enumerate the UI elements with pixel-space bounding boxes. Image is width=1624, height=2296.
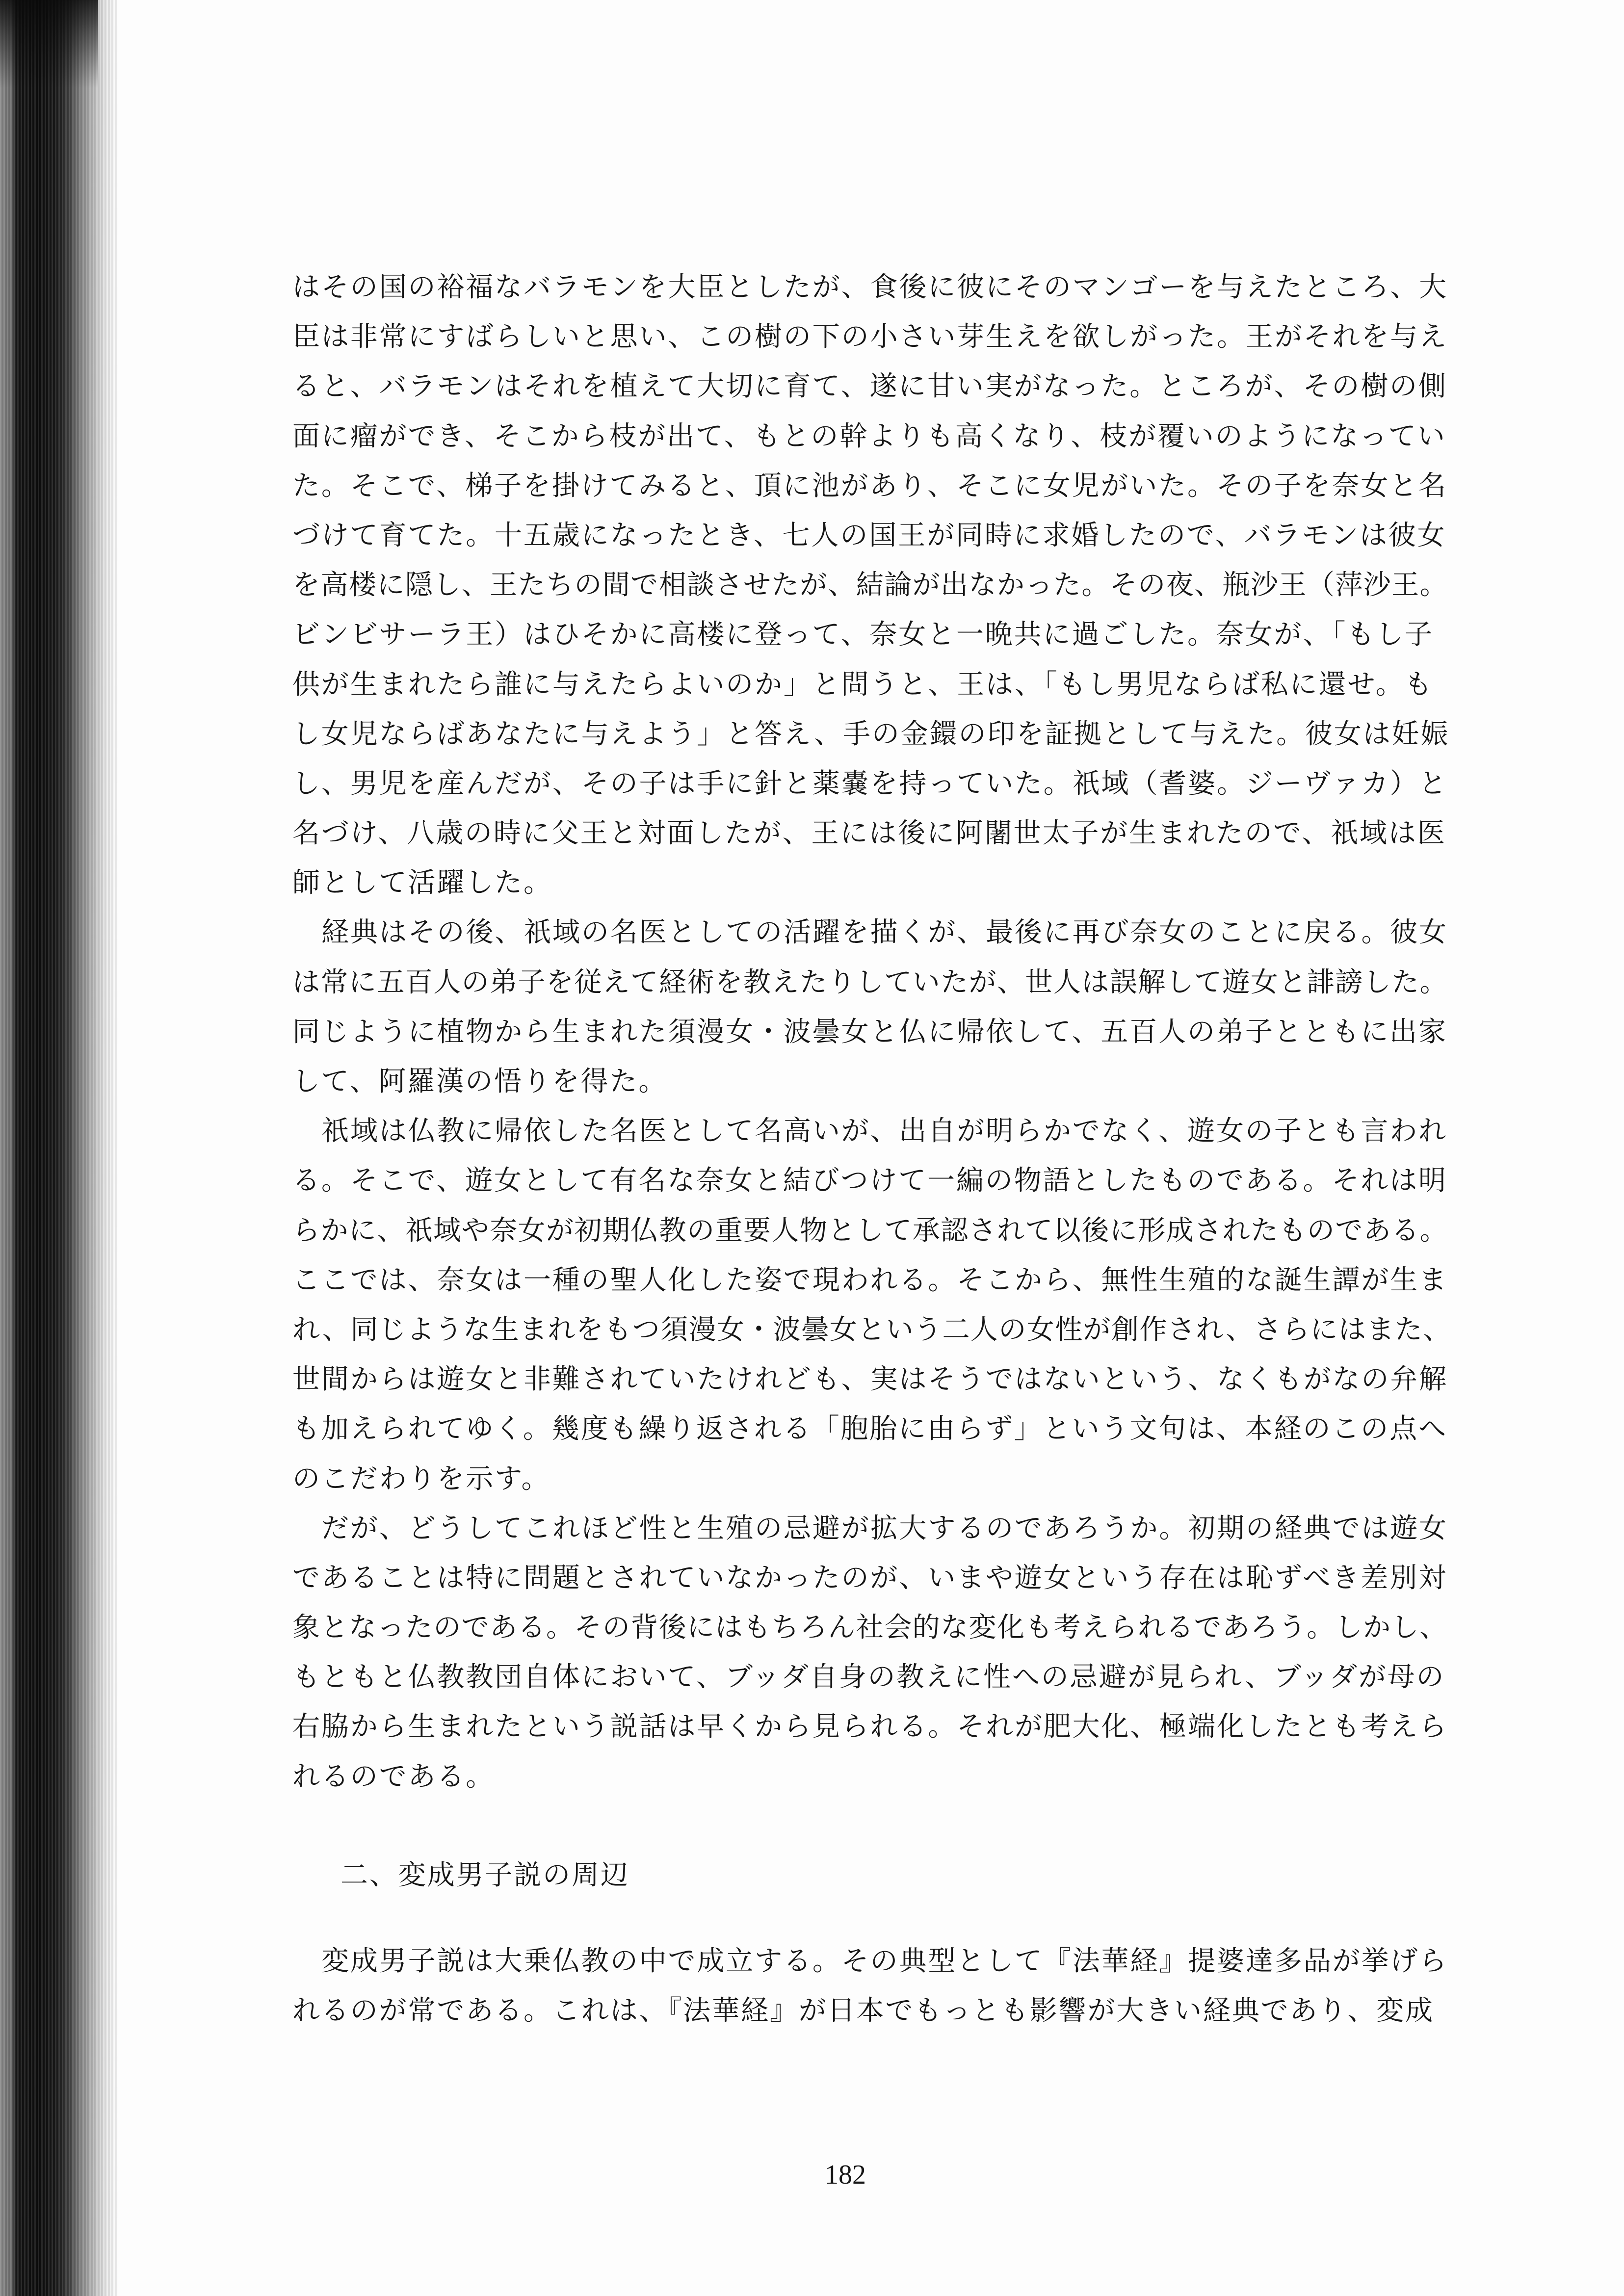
text-line: し、男児を産んだが、その子は手に針と薬嚢を持っていた。祇域（耆婆。ジーヴァカ）と <box>292 768 1448 799</box>
text-line: 同じように植物から生まれた須漫女・波曇女と仏に帰依して、五百人の弟子とともに出家 <box>292 1017 1447 1047</box>
text-line: して、阿羅漢の悟りを得た。 <box>292 1067 668 1097</box>
text-line: 象となったのである。その背後にはもちろん社会的な変化も考えられるであろう。しかし、 <box>292 1613 1448 1644</box>
text-line: はその国の裕福なバラモンを大臣としたが、食後に彼にそのマンゴーを与えたところ、大 <box>292 272 1448 303</box>
text-line: であることは特に問題とされていなかったのが、いまや遊女という存在は恥ずべき差別対 <box>292 1563 1447 1593</box>
text-line: を高楼に隠し、王たちの間で相談させたが、結論が出なかった。その夜、瓶沙王（萍沙王。 <box>292 570 1448 601</box>
text-line: 面に瘤ができ、そこから枝が出て、もとの幹よりも高くなり、枝が覆いのようになってい <box>292 421 1446 452</box>
body-text <box>292 263 1460 1802</box>
text-line: ビンビサーラ王）はひそかに高楼に登って、奈女と一晩共に過ごした。奈女が、「もし子 <box>292 620 1434 651</box>
paragraph <box>292 1107 1460 1504</box>
text-line: らかに、祇域や奈女が初期仏教の重要人物として承認されて以後に形成されたものである。 <box>292 1215 1448 1246</box>
text-line: る。そこで、遊女として有名な奈女と結びつけて一編の物語としたものである。それは明 <box>292 1166 1447 1197</box>
text-line: 経典はその後、祇域の名医としての活躍を描くが、最後に再び奈女のことに戻る。彼女 <box>321 917 1448 948</box>
section-heading: 二、変成男子説の周辺 <box>341 1860 629 1891</box>
text-line: ると、バラモンはそれを植えて大切に育て、遂に甘い実がなった。ところが、その樹の側 <box>292 371 1447 402</box>
text-line: 変成男子説は大乗仏教の中で成立する。その典型として『法華経』提婆達多品が挙げら <box>321 1946 1448 1977</box>
text-line: 名づけ、八歳の時に父王と対面したが、王には後に阿闍世太子が生まれたので、祇域は医 <box>292 818 1446 849</box>
text-line: だが、どうしてこれほど性と生殖の忌避が拡大するのであろうか。初期の経典では遊女 <box>321 1513 1448 1544</box>
paragraph <box>292 263 1460 908</box>
paragraph <box>292 1504 1460 1802</box>
text-line: 世間からは遊女と非難されていたけれども、実はそうではないという、なくもがなの弁解 <box>292 1364 1448 1395</box>
text-line: のこだわりを示す。 <box>292 1463 550 1494</box>
text-line: れるのである。 <box>292 1761 495 1792</box>
text-line: し女児ならばあなたに与えよう」と答え、手の金鐶の印を証拠として与えた。彼女は妊娠 <box>292 719 1450 750</box>
text-line: 右脇から生まれたという説話は早くから見られる。それが肥大化、極端化したとも考えら <box>292 1712 1448 1743</box>
paragraph <box>292 908 1460 1107</box>
text-line: づけて育てた。十五歳になったとき、七人の国王が同時に求婚したので、バラモンは彼女 <box>292 520 1446 551</box>
text-line: も加えられてゆく。幾度も繰り返される「胞胎に由らず」という文句は、本経のこの点へ <box>292 1414 1447 1445</box>
page-number: 182 <box>825 2160 866 2190</box>
scan-edge-shadow <box>0 0 118 2296</box>
text-line: は常に五百人の弟子を従えて経術を教えたりしていたが、世人は誤解して遊女と誹謗した。 <box>292 967 1448 998</box>
text-line: 供が生まれたら誰に与えたらよいのか」と問うと、王は、「もし男児ならば私に還せ。も <box>292 669 1434 700</box>
text-line: 師として活躍した。 <box>292 868 552 899</box>
text-line: ここでは、奈女は一種の聖人化した姿で現われる。そこから、無性生殖的な誕生譚が生ま <box>292 1265 1448 1296</box>
text-line: 祇域は仏教に帰依した名医として名高いが、出自が明らかでなく、遊女の子とも言われ <box>321 1116 1448 1147</box>
paragraph <box>292 1937 1460 2036</box>
text-line: もともと仏教教団自体において、ブッダ自身の教えに性への忌避が見られ、ブッダが母の <box>292 1662 1445 1693</box>
text-line: れ、同じような生まれをもつ須漫女・波曇女という二人の女性が創作され、さらにはまた、 <box>292 1314 1451 1345</box>
scan-edge-shadow-top <box>0 0 98 88</box>
text-line: れるのが常である。これは、『法華経』が日本でもっとも影響が大きい経典であり、変成 <box>292 1996 1434 2027</box>
section-body-text <box>292 1937 1460 2036</box>
text-line: 臣は非常にすばらしいと思い、この樹の下の小さい芽生えを欲しがった。王がそれを与え <box>292 322 1448 353</box>
text-line: た。そこで、梯子を掛けてみると、頂に池があり、そこに女児がいた。その子を奈女と名 <box>292 470 1447 501</box>
